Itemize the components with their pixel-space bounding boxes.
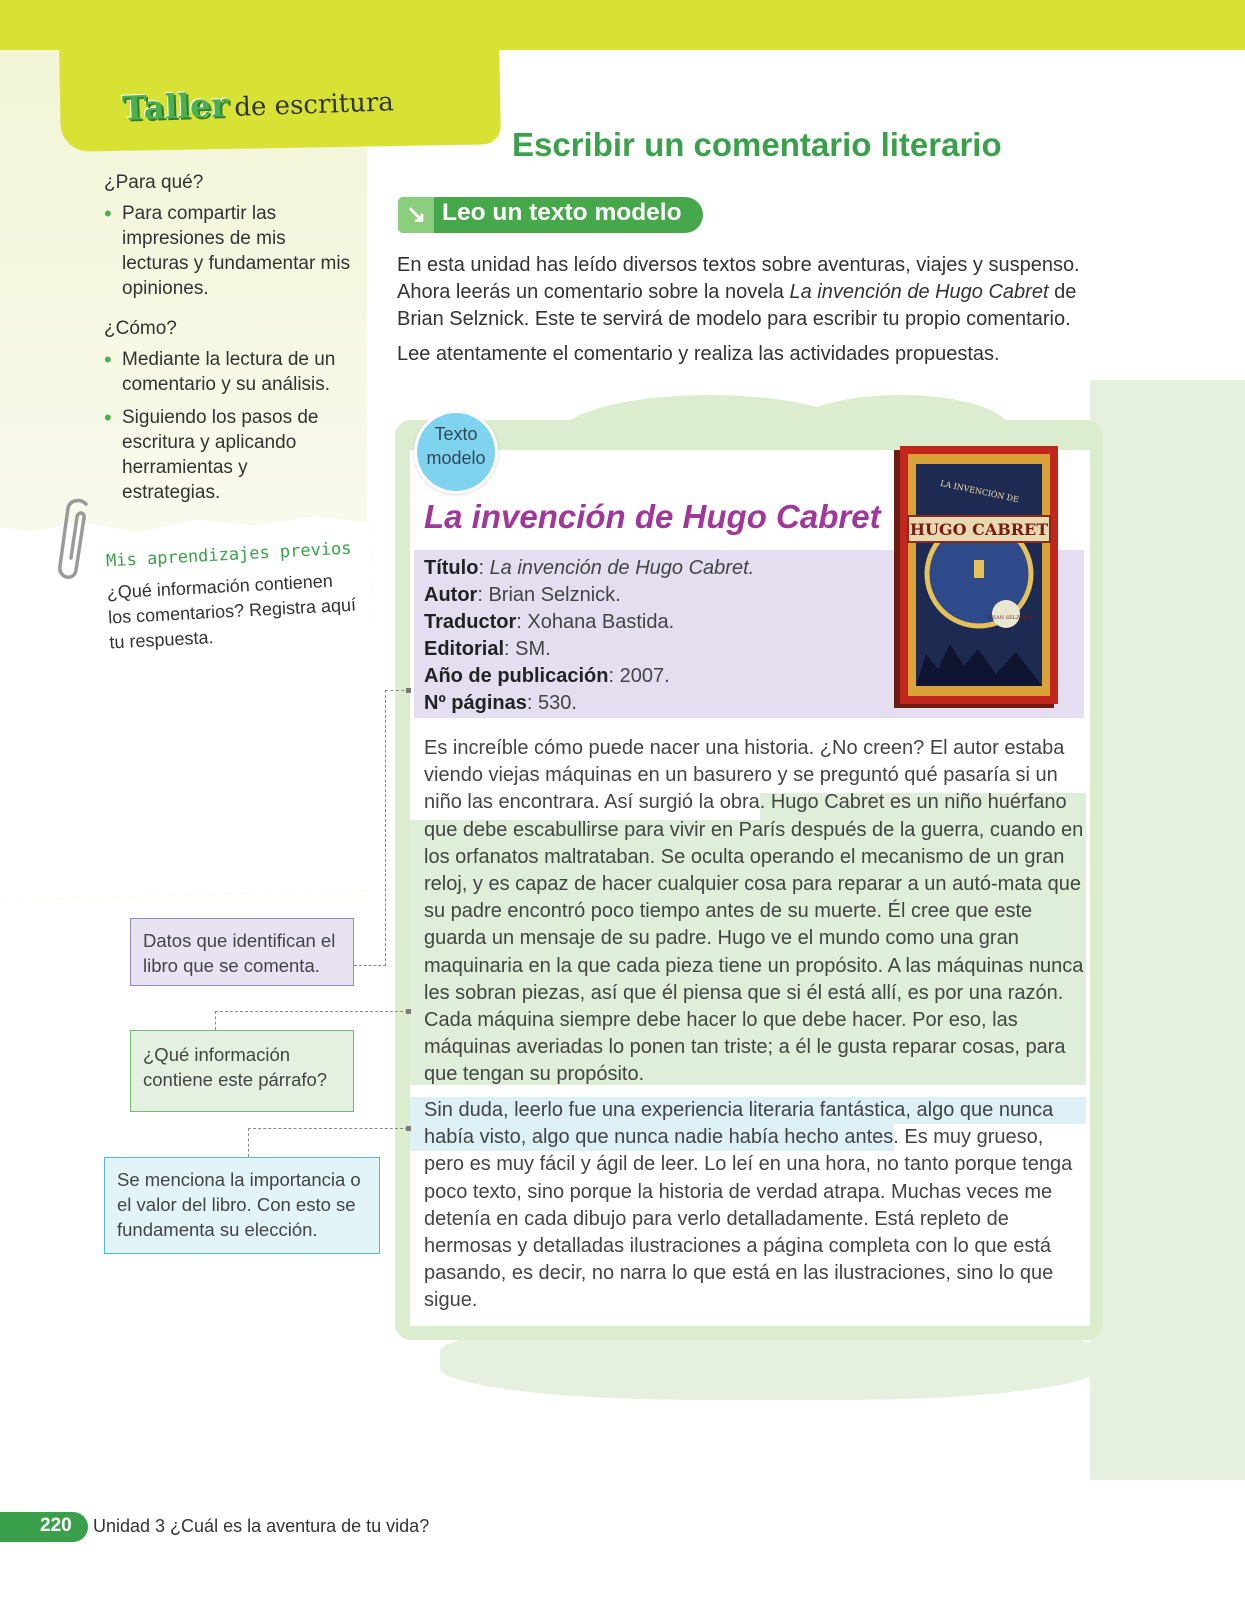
page-number: 220: [40, 1515, 72, 1536]
annotation-book-data: Datos que identifican el libro que se comenta.: [130, 918, 354, 986]
list-item: • Siguiendo los pasos de escritura y aplicando herramientas y estrategias.: [104, 405, 349, 505]
comment-paragraph-1: Es increíble cómo puede nacer una historia. ¿No creen? El autor estaba viendo viejas máquinas en un basurero y se preguntó qué pasaría si un niño las encontrara. Así surgió la obra. Hugo Cabret es un niño huérfano que debe escabullirse para vivir en París después de la guerra, cuando en los orfanatos maltrataban. Se oculta operando el mecanismo de un gran reloj, y es capaz de hacer cualquier cosa para reparar a un autó-mata que su padre encontró poco tiempo antes de su muerte. Él cree que este guarda un mensaje de su padre. Hugo ve el mundo como una gran maquinaria en la que cada pieza tiene un propósito. A las máquinas nunca les sobran piezas, así que él piensa que si él está allí, es por una razón. Cada máquina siempre debe hacer lo que debe hacer. Por eso, las máquinas averiadas lo ponen tan triste; a él le gusta reparar cosas, para que tengan su propósito.: [424, 737, 1084, 1086]
leader-line: [354, 965, 386, 966]
intro-text: En esta unidad has leído diversos textos sobre aventuras, viajes y suspenso. Ahora leerás un comentario sobre la novela: [397, 254, 1080, 303]
leader-dot: [406, 1126, 411, 1131]
arrow-down-right-icon: ↘: [398, 197, 434, 233]
page-title: Escribir un comentario literario: [512, 126, 1002, 163]
leader-dot: [406, 688, 411, 693]
leader-line: [215, 1011, 408, 1012]
como-list: [104, 347, 349, 513]
field-value: Brian Selznick.: [488, 584, 621, 606]
leader-line: [248, 1128, 408, 1129]
field-value: SM.: [515, 638, 551, 660]
cover-top-text: LA INVENCIÓN DE: [939, 478, 1020, 505]
field-editorial: Editorial: SM.: [424, 638, 551, 660]
instruction-paragraph: Lee atentamente el comentario y realiza las actividades propuestas.: [397, 343, 1000, 365]
note-title: Mis aprendizajes previos: [105, 538, 352, 572]
taller-bold: Taller: [121, 85, 229, 128]
book-cover-image: [886, 444, 1086, 714]
field-value: 2007.: [619, 665, 670, 687]
section-heading: Leo un texto modelo: [442, 199, 682, 226]
como-heading: ¿Cómo?: [104, 318, 177, 339]
comment-paragraph-2: Sin duda, leerlo fue una experiencia literaria fantástica, algo que nunca había visto, algo que nunca nadie había hecho antes. Es muy grueso, pero es muy fácil y ágil de leer. Lo leí en una hora, no tanto porque tenga poco texto, sino porque la historia de verdad atrapa. Muchas veces me detenía en cada dibujo para verlo detalladamente. Está repleto de hermosas y detalladas ilustraciones a página completa con lo que está pasando, es decir, no narra lo que está en las ilustraciones, sino lo que sigue.: [424, 1099, 1073, 1312]
list-item: • Mediante la lectura de un comentario y su análisis.: [104, 347, 349, 397]
leader-line: [215, 1011, 216, 1030]
field-paginas: Nº páginas: 530.: [424, 692, 577, 714]
para-que-list: [104, 201, 354, 309]
cover-title: HUGO CABRET: [909, 520, 1049, 539]
list-item: • Para compartir las impresiones de mis lecturas y fundamentar mis opiniones.: [104, 201, 354, 301]
unit-footer: Unidad 3 ¿Cuál es la aventura de tu vida?: [93, 1516, 430, 1536]
right-decoration: [1090, 380, 1245, 1480]
field-value: Xohana Bastida.: [527, 611, 675, 633]
paperclip-icon: [58, 496, 98, 592]
book-title: La invención de Hugo Cabret: [424, 498, 881, 535]
intro-paragraph: [397, 252, 1117, 333]
note-prompt: ¿Qué información contienen los comentarios? Registra aquí tu respuesta.: [106, 570, 357, 653]
annotation-paragraph-question: ¿Qué información contiene este párrafo?: [130, 1030, 354, 1112]
field-value: 530.: [538, 692, 577, 714]
leader-line: [248, 1128, 249, 1157]
field-titulo: Título: La invención de Hugo Cabret.: [424, 557, 755, 579]
field-value: La invención de Hugo Cabret.: [489, 557, 755, 579]
texto-modelo-badge: Texto modelo: [414, 410, 498, 494]
para-que-heading: ¿Para qué?: [104, 172, 204, 193]
intro-text-end: de Brian Selznick. Este te servirá de modelo para escribir tu propio comentario.: [397, 281, 1077, 330]
field-traductor: Traductor: Xohana Bastida.: [424, 611, 675, 633]
cover-author: BRIAN SELZNICK: [986, 615, 1034, 621]
field-label: Año de publicación: [424, 665, 609, 687]
field-autor: Autor: Brian Selznick.: [424, 584, 621, 606]
field-label: Título: [424, 557, 479, 579]
leader-line: [385, 690, 386, 966]
field-label: Editorial: [424, 638, 505, 660]
field-label: Autor: [424, 584, 478, 606]
leader-dot: [406, 1009, 411, 1014]
field-anio: Año de publicación: 2007.: [424, 665, 670, 687]
field-label: Nº páginas: [424, 692, 527, 714]
intro-book-title: La invención de Hugo Cabret: [789, 281, 1049, 303]
field-label: Traductor: [424, 611, 517, 633]
taller-rest: de escritura: [233, 87, 395, 123]
annotation-book-value: Se menciona la importancia o el valor del libro. Con esto se fundamenta su elección.: [104, 1157, 380, 1254]
